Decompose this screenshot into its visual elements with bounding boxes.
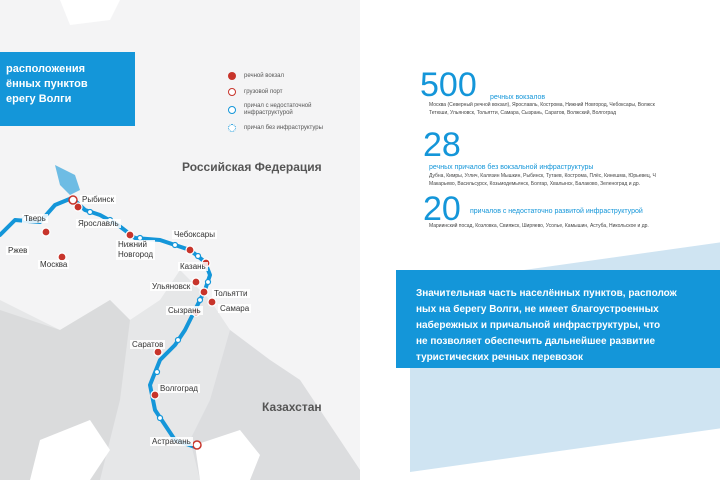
station-tver <box>42 228 50 236</box>
city-ulyanovsk: Ульяновск <box>152 282 191 291</box>
station-ulyanovsk <box>192 278 200 286</box>
map-legend <box>228 68 323 136</box>
port-rybinsk <box>69 196 77 204</box>
city-volgograd: Волгоград <box>160 384 198 393</box>
callout-box <box>396 270 720 368</box>
legend-item <box>228 68 323 84</box>
city-kazan: Казань <box>180 262 206 271</box>
station-cheboksary <box>186 246 194 254</box>
city-nizhny: Нижний Новгород <box>118 240 154 259</box>
stat-list-stations: Москва (Северный речной вокзал), Ярославль, Кострома, Нижний Новгород, Чебоксары, Волжск Тетюши, Ульяновск, Тольятти, Самара, Сызрань, Саратов, Волжский, Волгоград <box>429 102 655 116</box>
city-yaroslavl: Ярославль <box>78 219 119 228</box>
stat-number-piers: 28 <box>423 126 461 164</box>
stat-number-stations: 500 <box>420 66 477 104</box>
stat-label-piers: речных причалов без вокзальной инфраструктуры <box>429 164 594 171</box>
city-tver: Тверь <box>24 214 46 223</box>
legend-item <box>228 120 323 136</box>
city-astrakhan: Астрахань <box>152 437 191 446</box>
pier-none-icon <box>228 124 236 132</box>
city-rzhev: Ржев <box>8 246 28 255</box>
stat-list-piers: Дубна, Кимры, Углич, Калязин Мышкин, Рыбинск, Тутаев, Кострома, Плёс, Кинешма, Юрьевец, Ч Макарьево, Васильсурск, Козьмодемьянск, Болгар, Хвалынск, Балаково, Зеленоград и др. <box>429 173 656 187</box>
pier-marker <box>176 338 181 343</box>
city-samara: Самара <box>220 304 250 313</box>
map-title: расположения ённых пунктов ерегу Волги <box>6 63 88 105</box>
station-togliatti <box>200 288 208 296</box>
pier-limited-icon <box>228 106 236 114</box>
legend-label: причал без инфраструктуры <box>244 125 323 131</box>
pier-marker <box>198 298 203 303</box>
legend-label: грузовой порт <box>244 89 283 95</box>
city-cheboksary: Чебоксары <box>174 230 215 239</box>
city-moscow: Москва <box>40 260 68 269</box>
station-nizhny <box>126 231 134 239</box>
legend-item <box>228 100 323 120</box>
station-dot-icon <box>228 72 236 80</box>
city-syzran: Сызрань <box>168 306 201 315</box>
country-russia: Российская Федерация <box>182 160 322 174</box>
pier-marker <box>206 280 211 285</box>
pier-marker <box>155 370 160 375</box>
city-rybinsk: Рыбинск <box>82 195 115 204</box>
legend-item <box>228 84 323 100</box>
stat-label-limited: причалов с недостаточно развитой инфраструктурой <box>470 208 643 215</box>
legend-label: речной вокзал <box>244 73 285 79</box>
callout-text: Значительная часть населённых пунктов, располож ных на берегу Волги, не имеет благоустроенных набережных и причальной инфраструктуры, что не позволяет обеспечить дальнейшее развитие туристических речных перевозок <box>416 288 677 363</box>
legend-label: причал с недостаточной инфраструктурой <box>244 103 312 116</box>
stat-label-stations: речных вокзалов <box>490 94 546 101</box>
pier-marker <box>196 254 201 259</box>
port-astrakhan <box>193 441 201 449</box>
stat-number-limited: 20 <box>423 190 461 228</box>
country-kazakhstan: Казахстан <box>262 400 322 414</box>
pier-marker <box>158 416 163 421</box>
cargo-port-icon <box>228 88 236 96</box>
city-togliatti: Тольятти <box>214 289 248 298</box>
city-saratov: Саратов <box>132 340 164 349</box>
stat-list-limited: Мариинский посад, Козловка, Свияжск, Ширяево, Усолье, Камышин, Астуба, Никольское и др. <box>429 223 649 229</box>
map-title-box <box>0 52 135 126</box>
station-samara <box>208 298 216 306</box>
pier-marker <box>173 243 178 248</box>
pier-marker <box>88 210 93 215</box>
station-saratov <box>154 348 162 356</box>
